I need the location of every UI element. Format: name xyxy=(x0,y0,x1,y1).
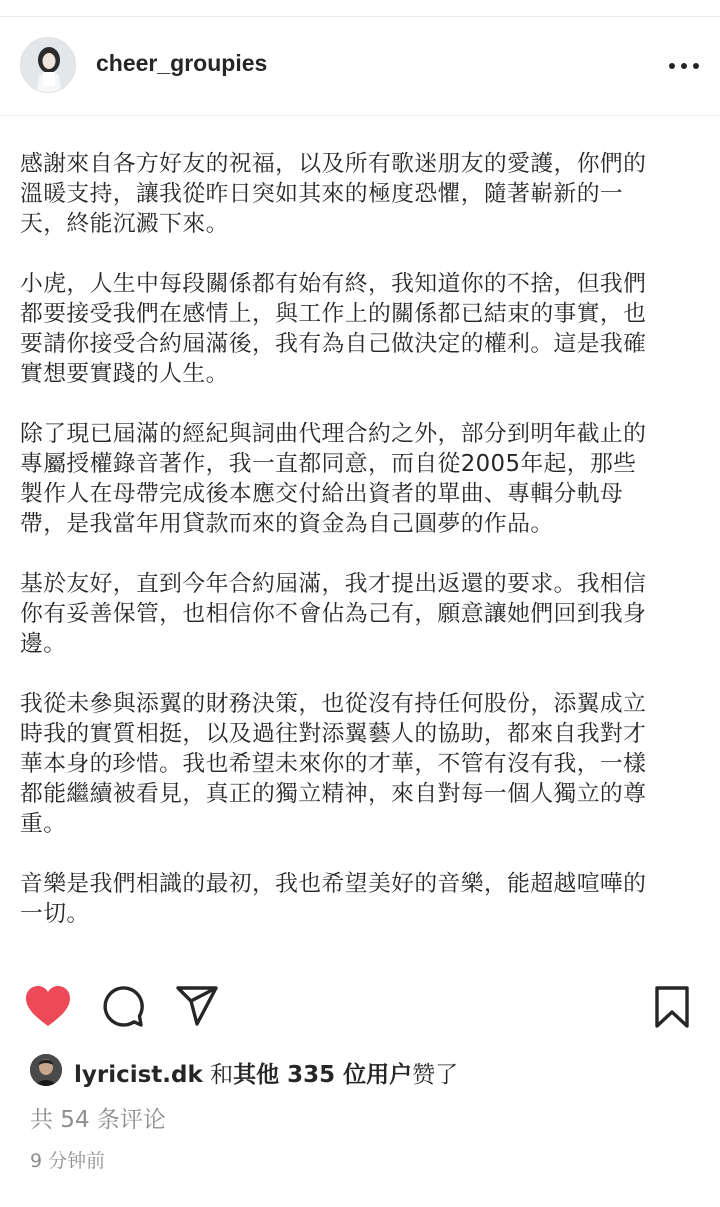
caption-paragraph: 音樂是我們相識的最初，我也希望美好的音樂，能超越喧嘩的 一切。 xyxy=(20,871,647,927)
share-icon[interactable] xyxy=(174,984,220,1028)
liker-avatar xyxy=(30,1054,62,1086)
likes-text xyxy=(74,1056,458,1089)
avatar-image xyxy=(21,38,76,93)
caption-paragraph: 基於友好，直到今年合約屆滿，我才提出返還的要求。我相信 你有妥善保管，也相信你不會佔為己有，願意讓她們回到我身 邊。 xyxy=(20,571,647,657)
caption-paragraph: 除了現已屆滿的經紀與詞曲代理合約之外，部分到明年截止的 專屬授權錄音著作，我一直都同意，而自從2005年起，那些 製作人在母帶完成後本應交付給出資者的單曲、專輯分軌母 帶，是我當年用貸款而來的資金為自己圓夢的作品。 xyxy=(20,421,647,537)
view-comments-link[interactable]: 共 54 条评论 xyxy=(30,1107,166,1133)
post-caption xyxy=(20,149,706,959)
likes-suffix: 赞了 xyxy=(412,1062,459,1088)
liker-avatar-image xyxy=(30,1054,62,1086)
username[interactable]: cheer_groupies xyxy=(96,50,268,76)
caption-paragraph: 我從未參與添翼的財務決策，也從沒有持任何股份，添翼成立 時我的實質相挺，以及過往對添翼藝人的協助，都來自我對才 華本身的珍惜。我也希望未來你的才華，不管有沒有我，一樣 都能繼續被看見，真正的獨立精神，來自對每一個人獨立的尊 重。 xyxy=(20,691,647,837)
action-bar xyxy=(0,984,720,1034)
liker-username[interactable]: lyricist.dk xyxy=(74,1062,203,1088)
post-header xyxy=(0,17,720,113)
profile-avatar[interactable] xyxy=(20,37,76,93)
bookmark-icon[interactable] xyxy=(652,984,692,1030)
caption-paragraph: 小虎，人生中每段關係都有始有終，我知道你的不捨，但我們 都要接受我們在感情上，與工作上的關係都已結束的事實，也 要請你接受合約屆滿後，我有為自己做決定的權利。這是我確 實想要實踐的人生。 xyxy=(20,271,647,387)
more-horizontal-icon[interactable] xyxy=(666,63,702,73)
likes-others[interactable]: 其他 335 位用户 xyxy=(233,1062,413,1088)
header-divider xyxy=(0,115,720,116)
caption-paragraph: 感謝來自各方好友的祝福，以及所有歌迷朋友的愛護，你們的 溫暖支持，讓我從昨日突如其來的極度恐懼，隨著嶄新的一 天，終能沉澱下來。 xyxy=(20,151,647,237)
likes-connector: 和 xyxy=(202,1062,234,1088)
comment-icon[interactable] xyxy=(100,984,144,1028)
post-timestamp: 9 分钟前 xyxy=(30,1150,106,1172)
heart-filled-icon[interactable] xyxy=(24,984,72,1028)
